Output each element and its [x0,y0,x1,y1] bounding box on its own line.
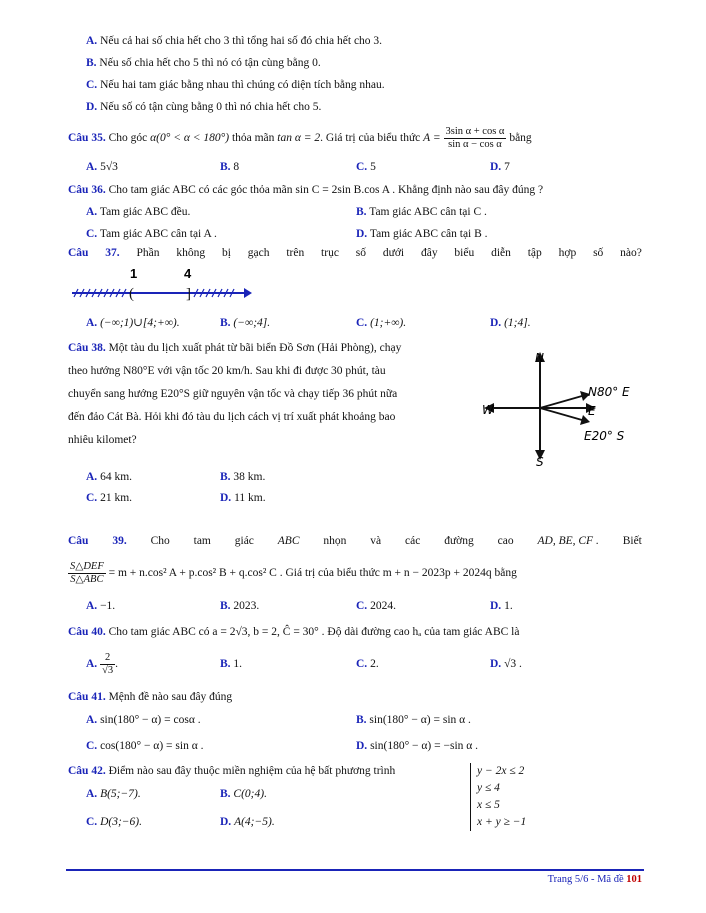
q36-option-b: B. Tam giác ABC cân tại C . [356,206,487,218]
q40-option-c: C. 2. [356,658,379,670]
q38-option-a: A. 64 km. [86,471,133,483]
question-36: Câu 36. Cho tam giác ABC có các góc thỏa mãn sin C = 2sin B.cos A . Khẳng định nào sau đây đúng ? [68,184,544,196]
axis-arrow-icon [244,288,252,298]
expression-fraction: $\frac{\text{3sin α + cos α}}{\text{sin α − cos α}}$ [445,126,505,150]
q40-option-a-fraction: $\frac{2}{√3}$ [102,652,114,676]
q40-option-d: D. √3 . [490,658,522,670]
q36-option-a: A. Tam giác ABC đều. [86,206,191,218]
north-label: N [535,351,544,365]
footer-rule [66,869,644,871]
q39-option-c: C. 2024. [356,600,396,612]
q42-option-d: D. A(4;−5). [220,816,275,828]
q38-line-1: Câu 38. Một tàu du lịch xuất phát từ bãi biển Đồ Sơn (Hải Phòng), chạy [68,342,402,354]
page-footer: Trang 5/6 - Mã đề 101 [547,874,642,885]
question-40: Câu 40. Cho tam giác ABC có a = 2√3, b = 2, Ĉ = 30° . Độ dài đường cao hₐ của tam giác ABC là [68,626,520,638]
compass-diagram [478,348,642,472]
closed-bracket-icon: ] [186,286,191,302]
question-35: Câu 35. Cho góc α(0° < α < 180°) thỏa mãn tan α = 2. Giá trị của biểu thức A = $\frac{\text{3sin α + cos α}}{\text{sin α − cos α}}$ bằng [68,126,532,150]
e20s-label: E20° S [584,429,625,443]
q38-line-4: đến đảo Cát Bà. Hỏi khi đó tàu du lịch cách vị trí xuất phát khoảng bao [68,411,396,423]
axis-label-4: 4 [184,266,192,281]
q41-option-c: C. cos(180° − α) = sin α . [86,740,204,752]
q38-option-c: C. 21 km. [86,492,133,504]
inequality-system: y − 2x ≤ 2 y ≤ 4 x ≤ 5 x + y ≥ −1 [470,763,526,831]
q37-option-a: A. (−∞;1)∪[4;+∞). [86,317,180,329]
question-39: Câu 39. Cho tam giác ABC nhọn và các đường cao AD, BE, CF . Biết [68,535,642,547]
top-option-c: C. Nếu hai tam giác bằng nhau thì chúng có diện tích bằng nhau. [86,79,385,91]
q42-option-a: A. B(5;−7). [86,788,141,800]
q36-option-c: C. Tam giác ABC cân tại A . [86,228,217,240]
question-41: Câu 41. Mệnh đề nào sau đây đúng [68,691,233,703]
e20s-ray [540,408,582,420]
n80e-label: N80° E [588,385,630,399]
number-line-figure [70,262,260,302]
east-label: E [588,404,596,418]
area-ratio-fraction: $\frac{\text{S△DEF}}{\text{S△ABC}}$ [70,561,104,585]
hatched-left-region [74,289,126,297]
q42-option-c: C. D(3;−6). [86,816,142,828]
q35-option-c: C. 5 [356,161,376,173]
q35-option-d: D. 7 [490,161,510,173]
q39-option-b: B. 2023. [220,600,260,612]
q41-option-a: A. sin(180° − α) = cosα . [86,714,201,726]
n80e-ray [540,396,582,408]
q38-line-2: theo hướng N80°E với vận tốc 20 km/h. Sau khi đi được 30 phút, tàu [68,365,386,377]
south-label: S [536,455,544,469]
q37-option-c: C. (1;+∞). [356,317,407,329]
q39-option-a: A. −1. [86,600,116,612]
q36-option-d: D. Tam giác ABC cân tại B . [356,228,488,240]
q39-formula: $\frac{\text{S△DEF}}{\text{S△ABC}}$ = m + n.cos² A + p.cos² B + q.cos² C . Giá trị của biểu thức m + n − 2023p + 2024q bằng [70,561,517,585]
q38-line-3: chuyển sang hướng E20°S giữ nguyên vận tốc và chạy tiếp 36 phút nữa [68,388,398,400]
q41-option-d: D. sin(180° − α) = −sin α . [356,740,479,752]
q37-option-d: D. (1;4]. [490,317,531,329]
q38-option-b: B. 38 km. [220,471,266,483]
q40-option-a: A. $\frac{2}{√3}$ . [86,652,118,676]
q38-line-5: nhiêu kilomet? [68,434,137,446]
q35-option-a: A. 5√3 [86,161,118,173]
top-option-b: B. Nếu số chia hết cho 5 thì nó có tận cùng bằng 0. [86,57,321,69]
q35-option-b: B. 8 [220,161,240,173]
west-label: W [482,403,494,417]
q41-option-b: B. sin(180° − α) = sin α . [356,714,471,726]
q42-option-b: B. C(0;4). [220,788,267,800]
axis-label-1: 1 [130,266,138,281]
q40-option-b: B. 1. [220,658,243,670]
question-42: Câu 42. Điểm nào sau đây thuộc miền nghiệm của hệ bất phương trình [68,765,396,777]
q37-option-b: B. (−∞;4]. [220,317,271,329]
question-37: Câu 37. Phần không bị gạch trên trục số dưới đây biểu diễn tập hợp số nào? [68,247,642,259]
open-bracket-icon: ( [129,286,134,302]
q38-option-d: D. 11 km. [220,492,266,504]
top-option-d: D. Nếu số có tận cùng bằng 0 thì nó chia hết cho 5. [86,101,322,113]
top-option-a: A. Nếu cả hai số chia hết cho 3 thì tổng hai số đó chia hết cho 3. [86,35,383,47]
q39-option-d: D. 1. [490,600,513,612]
